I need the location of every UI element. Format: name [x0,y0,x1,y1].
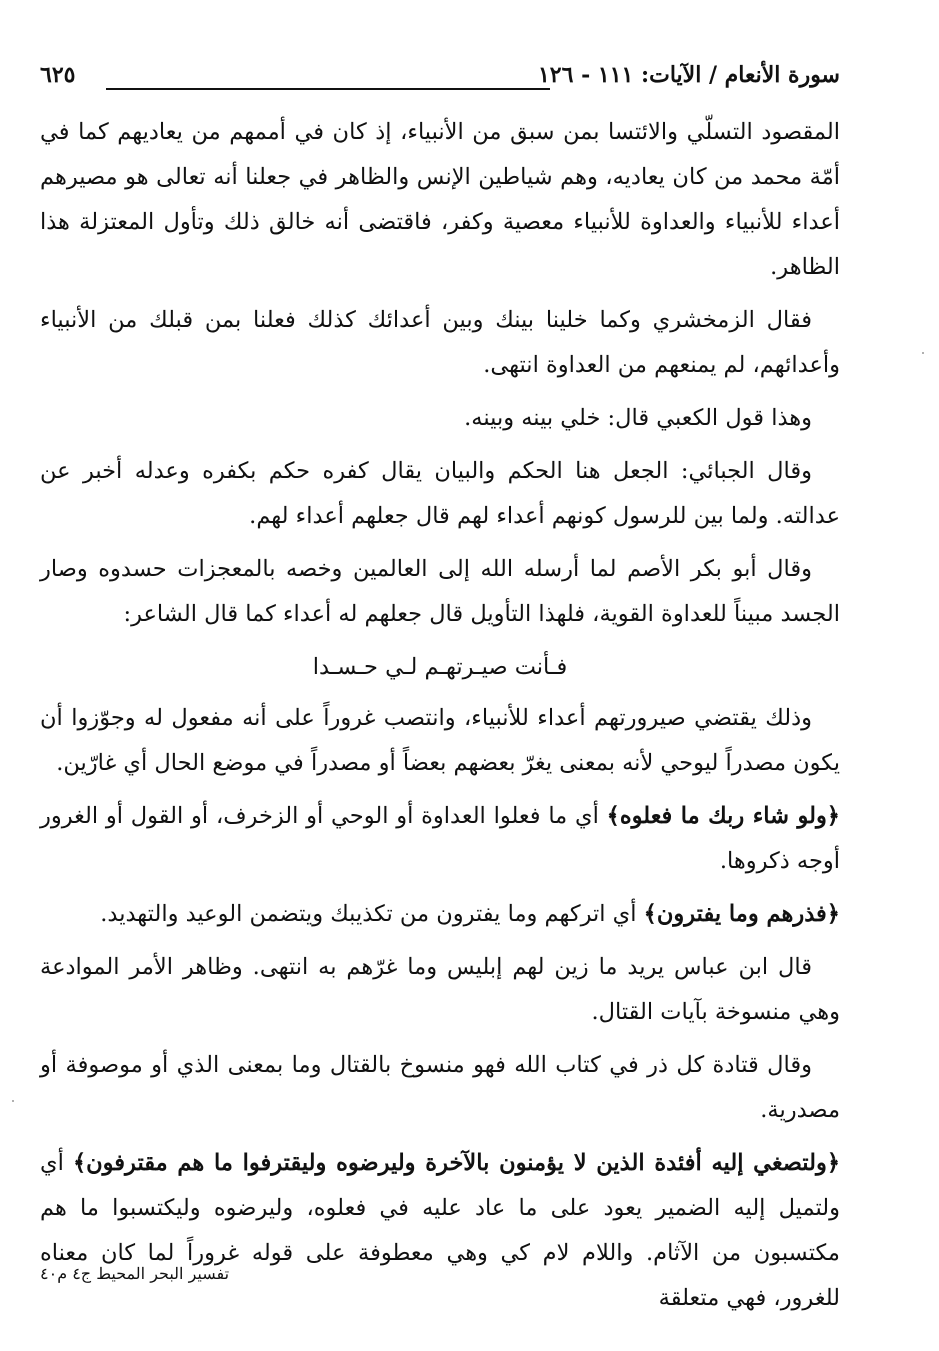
poetry-verse: فـأنت صيـرتهـم لـي حـسـدا [312,654,568,680]
book-page [40,58,840,1311]
paragraph [40,1043,840,1133]
body-text [40,110,840,1321]
scan-speck [922,352,924,354]
paragraph [40,696,840,786]
paragraph-text: فقال الزمخشري وكما خلينا بينك وبين أعدائك كذلك فعلنا بمن قبلك من الأنبياء وأعدائهم، لم يمنعهم من العداوة انتهى. [40,307,840,378]
paragraph-text: المقصود التسلّي والائتسا بمن سبق من الأنبياء، إذ كان في أممهم من يعاديهم كما في أمّة محمد من كان يعاديه، وهم شياطين الإنس والظاهر في جعلنا أنه تعالى هو مصيرهم أعداء للأنبياء والعداوة للأنبياء معصية وكفر، فاقتضى أنه خالق ذلك وتأول المعتزلة هذا الظاهر. [40,119,840,280]
paragraph [40,794,840,884]
page-number: ٦٢٥ [40,62,76,88]
paragraph [40,396,840,441]
paragraph [40,1141,840,1321]
paragraph [40,945,840,1035]
quran-quote: ﴿ولتصغي إليه أفئدة الذين لا يؤمنون بالآخرة وليرضوه وليقترفوا ما هم مقترفون﴾ [72,1150,840,1176]
paragraph-text: أي ولتميل إليه الضمير يعود على ما عاد عليه في فعلوه، وليرضوه وليكتسبوا ما هم مكتسبون من الآثام. واللام لام كي وهي معطوفة على قوله غروراً لما كان معناه للغرور، فهي متعلقة [40,1150,840,1311]
paragraph-text: أي ما فعلوا العداوة أو الوحي أو الزخرف، أو القول أو الغرور أوجه ذكروها. [40,803,840,874]
paragraph-text: وقال أبو بكر الأصم لما أرسله الله إلى العالمين وخصه بالمعجزات حسدوه وصار الجسد مبيناً للعداوة القوية، فلهذا التأويل قال جعلهم له أعداء كما قال الشاعر: [40,556,840,627]
quran-quote: ﴿ولو شاء ربك ما فعلوه﴾ [606,803,840,829]
header-rule [106,88,550,90]
paragraph [40,298,840,388]
paragraph [40,449,840,539]
paragraph-text: وقال الجبائي: الجعل هنا الحكم والبيان يقال كفره حكم بكفره وعدله أخبر عن عدالته. ولما بين للرسول كونهم أعداء لهم قال جعلهم أعداء لهم. [40,458,840,529]
paragraph-text: قال ابن عباس يريد ما زين لهم إبليس وما غرّهم به انتهى. وظاهر الأمر الموادعة وهي منسوخة بآيات القتال. [40,954,840,1025]
quran-quote: ﴿فذرهم وما يفترون﴾ [643,901,840,927]
paragraph [40,110,840,290]
scan-speck [12,1100,14,1102]
surah-title: سورة الأنعام / الآيات: ١١١ - ١٢٦ [537,62,840,88]
paragraph-text: وهذا قول الكعبي قال: خلي بينه وبينه. [464,405,812,431]
page-header [40,58,840,104]
paragraph [40,892,840,937]
paragraph-text: أي اتركهم وما يفترون من تكذيبك ويتضمن الوعيد والتهديد. [100,901,644,927]
printer-signature: تفسير البحر المحيط ج٤ م٤٠ [40,1264,230,1283]
paragraph-text: وذلك يقتضي صيرورتهم أعداء للأنبياء، وانتصب غروراً على أنه مفعول له وجوّزوا أن يكون مصدراً ليوحي لأنه بمعنى يغرّ بعضهم بعضاً أو مصدراً في موضع الحال أي غارّين. [40,705,840,776]
paragraph-text: وقال قتادة كل ذر في كتاب الله فهو منسوخ بالقتال وما بمعنى الذي أو موصوفة أو مصدرية. [40,1052,840,1123]
paragraph [40,547,840,637]
